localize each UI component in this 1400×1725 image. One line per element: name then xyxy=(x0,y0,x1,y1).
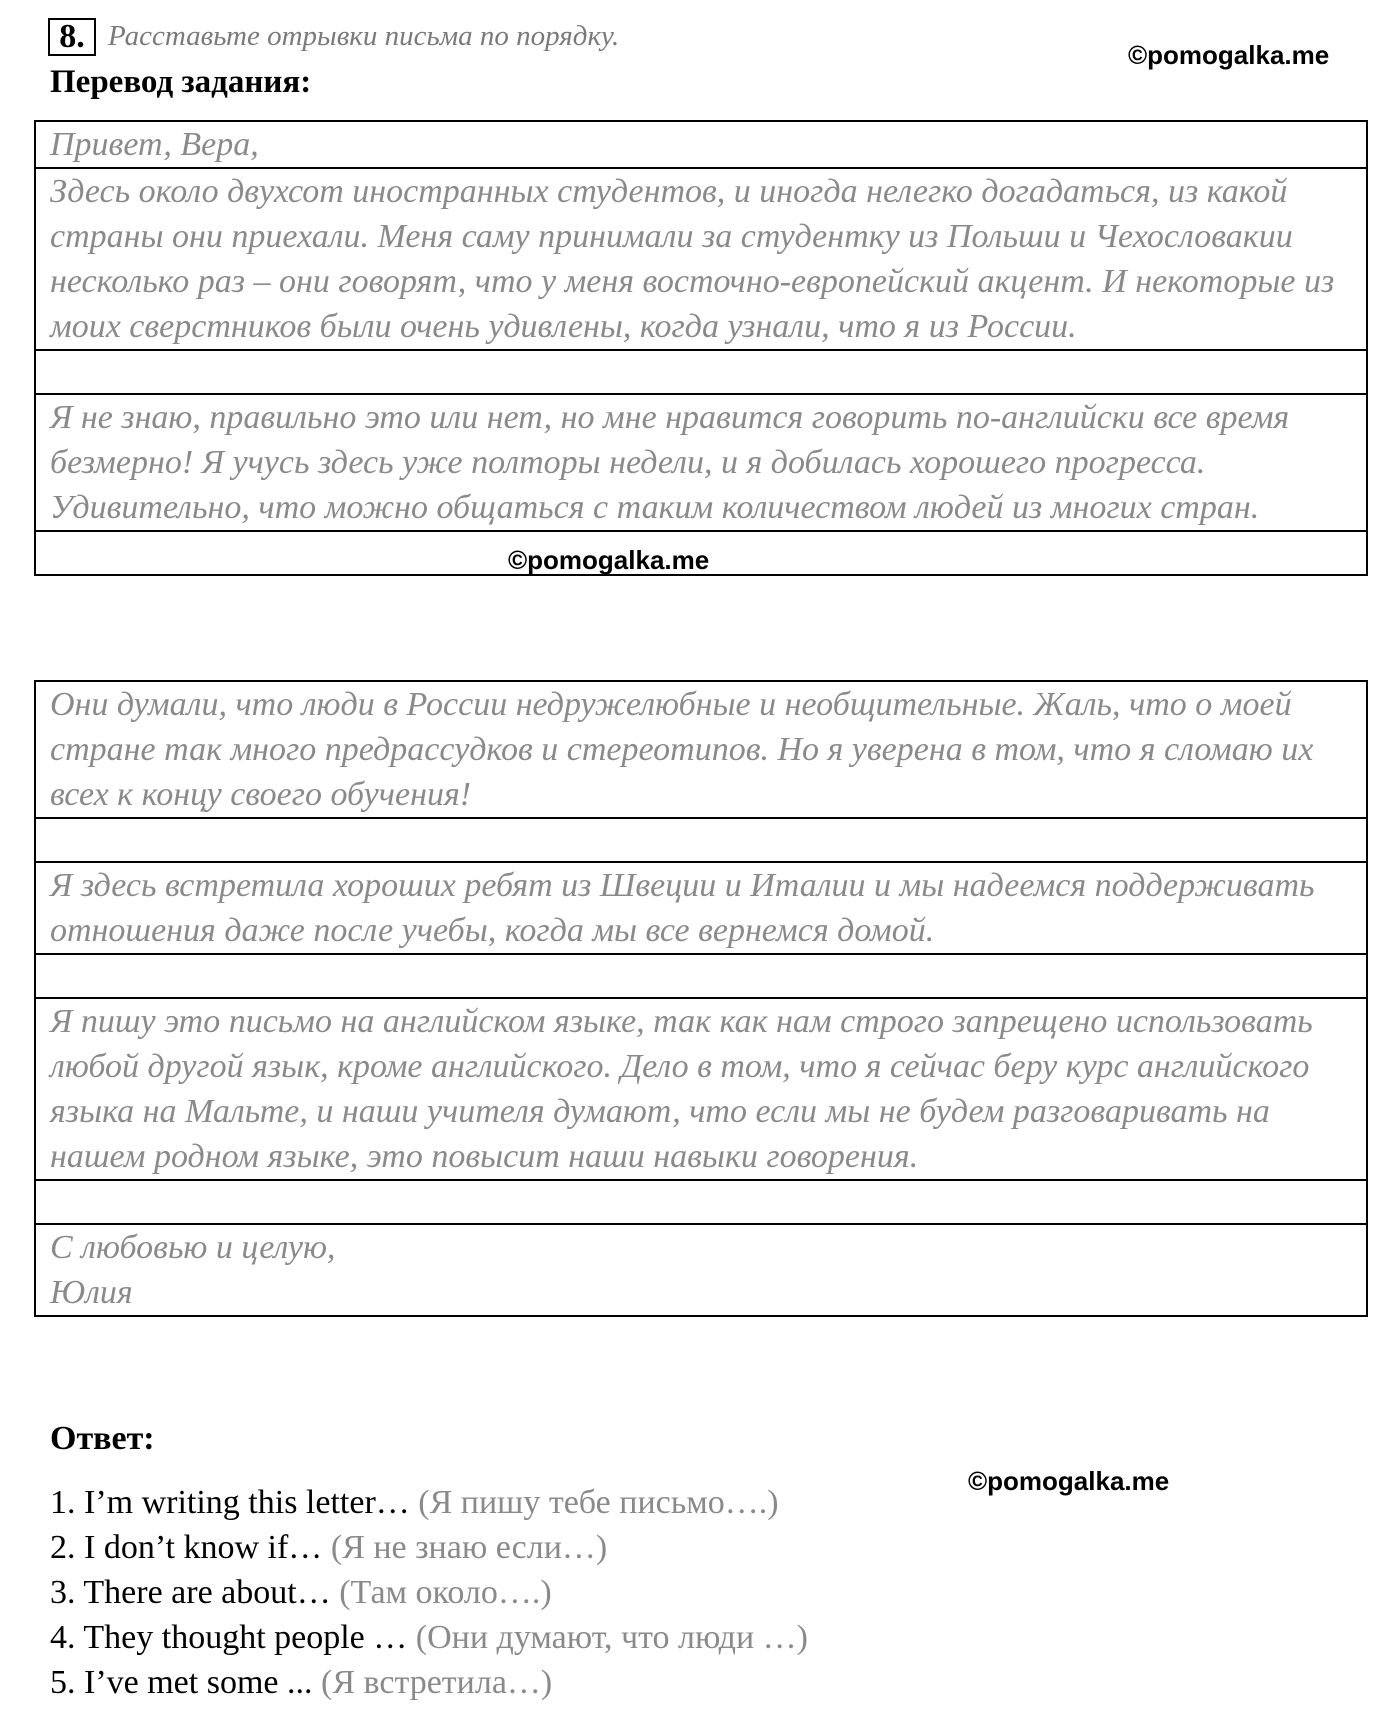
letter-fragment-writing: Я пишу это письмо на английском языке, так как нам строго запрещено использовать любой другой язык, кроме английского. Дело в том, что я сейчас беру курс английского языка на Мальте, и наши учителя думают, что если мы не будем разговаривать на нашем родном языке, это повысит наши навыки говорения. xyxy=(35,998,1367,1180)
answer-en: 5. I’ve met some ... xyxy=(50,1664,313,1701)
closing-line: С любовью и целую, xyxy=(50,1229,336,1266)
watermark-bottom: ©pomogalka.me xyxy=(968,1466,1170,1496)
answer-en: 1. I’m writing this letter… xyxy=(50,1484,410,1521)
answer-ru: (Там около….) xyxy=(339,1574,552,1611)
empty-row-watermark xyxy=(35,531,1367,575)
letter-box-1 xyxy=(34,120,1368,576)
answer-item xyxy=(50,1570,808,1615)
translation-title: Перевод задания: xyxy=(50,64,312,100)
signature-line: Юлия xyxy=(50,1274,133,1311)
answer-ru: (Я пишу тебе письмо….) xyxy=(418,1484,779,1521)
letter-fragment-english: Я не знаю, правильно это или нет, но мне нравится говорить по-английски все время безмерно! Я учусь здесь уже полторы недели, и я добилась хорошего прогресса. Удивительно, что можно общаться с таким количеством людей из многих стран. xyxy=(35,394,1367,531)
answer-item xyxy=(50,1615,808,1660)
answer-ru: (Я не знаю если…) xyxy=(330,1529,608,1566)
letter-fragment-closing xyxy=(35,1224,1367,1316)
answer-item xyxy=(50,1525,808,1570)
answer-item xyxy=(50,1660,808,1705)
empty-row xyxy=(35,954,1367,998)
empty-row xyxy=(35,350,1367,394)
letter-fragment-friends: Я здесь встретила хороших ребят из Швеции и Италии и мы надеемся поддерживать отношения даже после учебы, когда мы все вернемся домой. xyxy=(35,862,1367,954)
answer-ru: (Они думают, что люди …) xyxy=(415,1619,808,1656)
letter-fragment-prejudice: Они думали, что люди в России недружелюбные и необщительные. Жаль, что о моей стране так много предрассудков и стереотипов. Но я уверена в том, что я сломаю их всех к концу своего обучения! xyxy=(35,681,1367,818)
watermark-top: ©pomogalka.me xyxy=(1128,40,1330,70)
answer-en: 4. They thought people … xyxy=(50,1619,408,1656)
empty-row xyxy=(35,1180,1367,1224)
answer-item xyxy=(50,1480,808,1525)
answer-title: Ответ: xyxy=(50,1420,155,1457)
answer-en: 3. There are about… xyxy=(50,1574,331,1611)
answer-list xyxy=(50,1480,808,1705)
task-number: 8. xyxy=(48,18,96,56)
task-instruction: Расставьте отрывки письма по порядку. xyxy=(108,20,620,52)
letter-box-2 xyxy=(34,680,1368,1317)
answer-ru: (Я встретила…) xyxy=(321,1664,553,1701)
watermark-middle: ©pomogalka.me xyxy=(508,545,710,575)
letter-fragment-students: Здесь около двухсот иностранных студентов, и иногда нелегко догадаться, из какой страны они приехали. Меня саму принимали за студентку из Польши и Чехословакии несколько раз – они говорят, что у меня восточно-европейский акцент. И некоторые из моих сверстников были очень удивлены, когда узнали, что я из России. xyxy=(35,168,1367,350)
answer-en: 2. I don’t know if… xyxy=(50,1529,323,1566)
letter-fragment-greeting: Привет, Вера, xyxy=(35,121,1367,168)
empty-row xyxy=(35,818,1367,862)
